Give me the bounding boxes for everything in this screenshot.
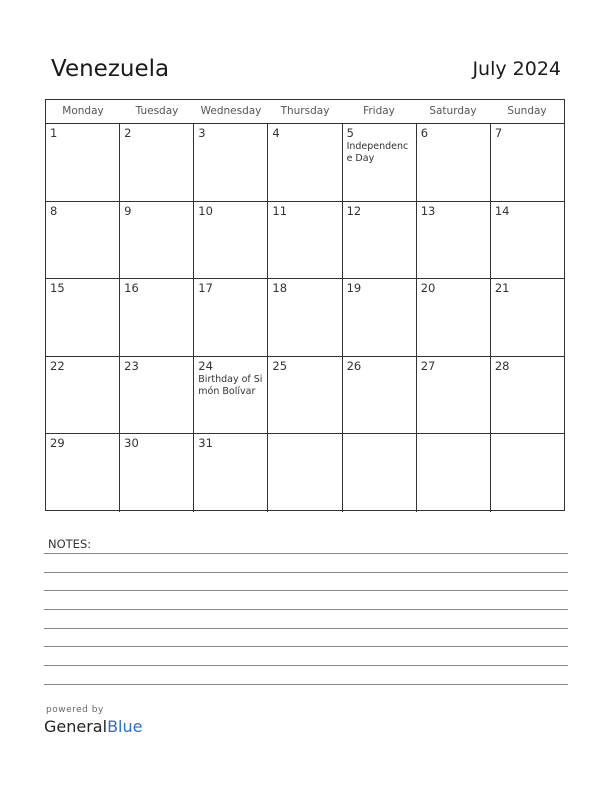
weekday-header xyxy=(46,100,564,124)
day-cell xyxy=(194,357,268,434)
day-number: 9 xyxy=(124,203,132,218)
day-number: 18 xyxy=(272,281,288,296)
day-cell xyxy=(194,202,268,279)
day-number: 26 xyxy=(346,358,362,373)
weekday-label: Tuesday xyxy=(135,105,179,117)
note-line xyxy=(44,572,568,573)
day-number: 24 xyxy=(198,358,213,373)
day-cell xyxy=(46,357,120,434)
day-cell xyxy=(491,434,564,512)
note-line xyxy=(44,609,568,610)
note-line xyxy=(44,684,568,685)
note-line xyxy=(44,646,568,647)
day-number: 22 xyxy=(50,358,65,373)
day-number: 10 xyxy=(198,203,213,218)
day-cell xyxy=(491,202,564,279)
day-cell xyxy=(343,124,417,201)
holiday-label: Birthday of Simón Bolívar xyxy=(198,373,263,397)
note-line xyxy=(44,665,568,666)
day-number: 27 xyxy=(420,358,436,373)
day-cell xyxy=(417,202,491,279)
day-number: 16 xyxy=(124,281,139,296)
day-cell xyxy=(46,202,120,279)
day-cell xyxy=(417,279,491,356)
brand-blue: Blue xyxy=(107,717,143,736)
day-number: 1 xyxy=(50,126,58,140)
note-line xyxy=(44,553,568,554)
day-number: 7 xyxy=(494,126,503,140)
weekday-label: Friday xyxy=(363,105,395,117)
day-cell xyxy=(194,124,268,201)
brand-general: General xyxy=(44,717,108,736)
day-cell xyxy=(268,202,342,279)
brand-logo xyxy=(44,717,142,736)
calendar-week-row xyxy=(46,357,564,435)
day-number: 14 xyxy=(494,203,510,218)
day-number: 12 xyxy=(346,203,362,218)
day-cell xyxy=(268,124,342,201)
day-number: 13 xyxy=(420,203,436,218)
day-cell xyxy=(343,279,417,356)
day-cell xyxy=(46,279,120,356)
day-number: 15 xyxy=(50,281,65,296)
day-cell xyxy=(120,357,194,434)
day-cell xyxy=(268,434,342,512)
day-cell xyxy=(417,434,491,512)
day-number: 23 xyxy=(124,358,139,373)
day-number: 21 xyxy=(494,281,510,296)
calendar-week-row xyxy=(46,124,564,202)
calendar-week-row xyxy=(46,202,564,280)
calendar-week-row xyxy=(46,279,564,357)
day-cell xyxy=(268,357,342,434)
day-cell xyxy=(46,434,120,512)
day-number: 11 xyxy=(272,203,288,218)
weekday-label: Monday xyxy=(62,105,104,117)
note-line xyxy=(44,628,568,629)
weekday-label: Saturday xyxy=(429,105,477,117)
day-number: 25 xyxy=(272,358,288,373)
day-cell xyxy=(120,434,194,512)
day-cell xyxy=(491,124,564,201)
weekday-label: Wednesday xyxy=(200,105,262,117)
calendar-grid xyxy=(45,99,565,511)
day-cell xyxy=(268,279,342,356)
note-line xyxy=(44,590,568,591)
day-number: 31 xyxy=(198,436,213,451)
holiday-label: Independence Day xyxy=(346,141,409,164)
day-cell xyxy=(343,434,417,512)
day-number: 8 xyxy=(50,203,58,218)
day-number: 28 xyxy=(494,358,510,373)
weekday-label: Thursday xyxy=(280,105,330,117)
notes-label: NOTES: xyxy=(48,537,92,551)
day-number: 20 xyxy=(420,281,436,296)
day-number: 29 xyxy=(50,436,65,451)
day-number: 17 xyxy=(198,281,213,296)
day-cell xyxy=(194,434,268,512)
day-cell xyxy=(343,357,417,434)
calendar-weeks xyxy=(46,124,564,512)
day-number: 3 xyxy=(198,126,206,140)
day-number: 5 xyxy=(346,126,354,140)
day-number: 6 xyxy=(420,126,429,140)
day-cell xyxy=(343,202,417,279)
day-cell xyxy=(194,279,268,356)
day-number: 2 xyxy=(124,126,132,140)
day-cell xyxy=(120,124,194,201)
day-cell xyxy=(120,279,194,356)
day-cell xyxy=(491,357,564,434)
day-cell xyxy=(417,124,491,201)
day-number: 30 xyxy=(124,436,139,451)
day-cell xyxy=(46,124,120,201)
powered-by-text: powered by xyxy=(46,705,104,715)
day-cell xyxy=(491,279,564,356)
month-year: July 2024 xyxy=(472,58,561,80)
day-number: 4 xyxy=(272,126,280,140)
weekday-label: Sunday xyxy=(507,105,547,117)
day-cell xyxy=(120,202,194,279)
day-number: 19 xyxy=(346,281,362,296)
day-cell xyxy=(417,357,491,434)
calendar-week-row xyxy=(46,434,564,512)
country-title: Venezuela xyxy=(51,56,170,82)
